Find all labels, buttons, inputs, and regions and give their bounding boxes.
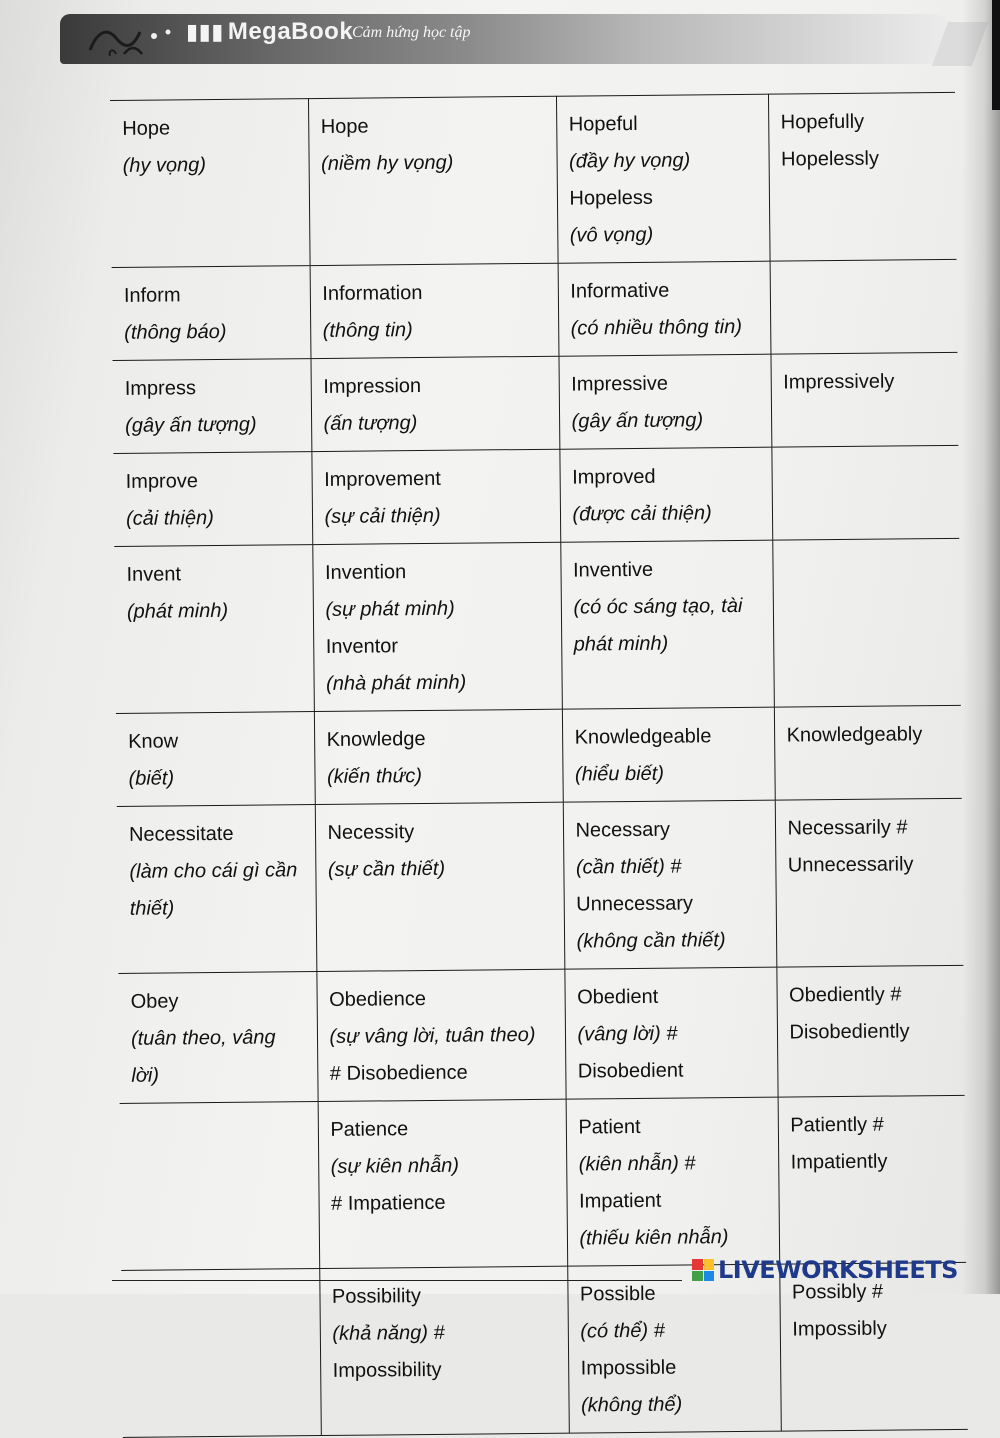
cell-adverb — [770, 259, 958, 354]
word-form: Disobedient — [577, 1059, 684, 1083]
cell-verb — [114, 545, 314, 714]
brand-name: ▮▮▮ MegaBook — [186, 18, 354, 45]
vietnamese-gloss: (vâng lời) # — [577, 1022, 678, 1046]
cell-adjective — [559, 447, 772, 542]
word-form: Impossible — [580, 1356, 677, 1380]
word-form: Necessarily # — [787, 816, 908, 840]
table-row — [112, 259, 958, 360]
cell-adjective — [567, 1264, 781, 1433]
vietnamese-gloss: (tuân theo, vâng lời) — [130, 1026, 276, 1087]
word-form: # Impatience — [331, 1191, 446, 1215]
cell-adverb — [770, 352, 958, 447]
word-form: Informative — [570, 279, 670, 303]
cell-adverb — [778, 1095, 967, 1264]
word-form: Hope — [122, 117, 171, 140]
cell-verb — [113, 452, 312, 547]
cell-verb — [110, 99, 310, 268]
word-form: Impatient — [578, 1189, 662, 1213]
table-row — [120, 1095, 967, 1270]
vietnamese-gloss: (có thể) # — [580, 1319, 665, 1343]
word-form: Obediently # — [789, 983, 902, 1007]
badge-square — [692, 1271, 703, 1282]
word-form: Know — [128, 730, 179, 753]
cell-noun — [315, 802, 565, 971]
vietnamese-gloss: (không cần thiết) — [576, 929, 726, 953]
cell-noun — [311, 449, 560, 544]
cell-verb — [113, 359, 312, 454]
vietnamese-gloss: (gây ấn tượng) — [571, 409, 704, 433]
word-form: Knowledgeable — [574, 725, 712, 749]
vietnamese-gloss: (sự cần thiết) — [327, 857, 446, 881]
word-family-table — [110, 92, 968, 1438]
word-form: Hopeful — [568, 112, 638, 136]
word-form: Knowledge — [326, 728, 426, 751]
vietnamese-gloss: (cải thiện) — [125, 507, 214, 530]
word-form: Inventive — [572, 558, 654, 582]
cell-noun — [319, 1266, 569, 1435]
cell-adjective — [562, 707, 775, 802]
vietnamese-gloss: (sự phát minh) — [325, 597, 455, 621]
vietnamese-gloss: (thiếu kiên nhẫn) — [579, 1226, 729, 1250]
vietnamese-gloss: (có óc sáng tạo, tài phát minh) — [573, 594, 743, 656]
vietnamese-gloss: (ấn tượng) — [323, 412, 418, 435]
cell-adjective — [556, 94, 770, 263]
word-form: # Disobedience — [329, 1061, 468, 1085]
word-form: Improve — [125, 470, 199, 493]
vietnamese-gloss: (phát minh) — [126, 599, 229, 623]
cell-adverb — [775, 798, 964, 967]
word-form: Impressively — [783, 370, 895, 394]
cell-verb — [118, 972, 317, 1104]
table-row — [113, 445, 959, 546]
cell-adverb — [771, 445, 959, 540]
cell-noun — [318, 1099, 568, 1268]
word-form: Necessity — [327, 821, 415, 844]
cell-adverb — [776, 965, 964, 1097]
vietnamese-gloss: (sự cải thiện) — [324, 504, 441, 528]
word-form: Possible — [579, 1282, 656, 1306]
word-form: Obedient — [577, 985, 659, 1009]
word-form: Unnecessarily — [787, 853, 914, 877]
word-form: Impress — [124, 377, 197, 400]
cell-noun — [312, 542, 562, 711]
megabook-logo-icon — [84, 20, 194, 60]
vietnamese-gloss: (thông báo) — [124, 320, 227, 344]
table-row — [110, 92, 957, 267]
cell-noun — [308, 96, 558, 265]
cell-noun — [310, 263, 559, 358]
word-family-table-body — [110, 92, 968, 1437]
word-form: Hopeless — [569, 186, 653, 210]
cell-verb — [112, 266, 311, 361]
word-form: Hopefully — [780, 110, 865, 134]
badge-square — [704, 1271, 715, 1282]
word-form: Possibility — [331, 1285, 422, 1308]
word-form: Hopelessly — [780, 147, 880, 171]
vietnamese-gloss: (kiến thức) — [326, 765, 423, 788]
word-form: Impossibility — [332, 1358, 442, 1382]
brand-tagline: Cảm hứng học tập — [352, 24, 471, 41]
cell-noun — [314, 709, 563, 804]
vietnamese-gloss: (hiểu biết) — [574, 762, 665, 786]
word-form: Invention — [324, 561, 407, 584]
table-row — [121, 1262, 968, 1437]
vietnamese-gloss: (làm cho cái gì cần thiết) — [129, 859, 298, 920]
table-row — [114, 538, 961, 713]
cell-adjective — [564, 967, 777, 1099]
cell-verb — [117, 805, 317, 974]
vietnamese-gloss: (gây ấn tượng) — [125, 413, 257, 437]
word-form: Patience — [330, 1118, 409, 1141]
word-form: Obedience — [329, 988, 426, 1011]
word-form: Information — [322, 282, 423, 305]
vietnamese-gloss: (không thể) — [580, 1393, 683, 1417]
cell-adverb — [779, 1262, 968, 1431]
vietnamese-gloss: (thông tin) — [322, 319, 413, 342]
liveworksheets-wordmark: LIVEWORKSHEETS — [718, 1256, 958, 1284]
vietnamese-gloss: (cần thiết) # — [575, 855, 682, 879]
cell-verb — [120, 1102, 320, 1271]
vietnamese-gloss: (vô vọng) — [569, 223, 654, 247]
word-form: Necessary — [575, 818, 671, 842]
vietnamese-gloss: (kiên nhẫn) # — [578, 1152, 696, 1176]
table-row — [117, 798, 964, 973]
word-form: Impatiently — [790, 1150, 888, 1174]
word-form: Patient — [578, 1115, 641, 1139]
cell-adjective — [560, 540, 774, 709]
table-row — [113, 352, 959, 453]
cell-adjective — [558, 354, 771, 449]
vietnamese-gloss: (có nhiều thông tin) — [570, 315, 743, 340]
cell-adjective — [558, 261, 771, 356]
brand-bars-icon: ▮▮▮ — [186, 19, 224, 44]
vietnamese-gloss: (được cải thiện) — [572, 502, 712, 526]
word-form: Necessitate — [128, 822, 234, 846]
word-form: Hope — [320, 115, 369, 138]
page-corner — [992, 0, 1000, 110]
cell-adverb — [772, 538, 961, 707]
table-row — [118, 965, 964, 1103]
vietnamese-gloss: (đầy hy vọng) — [569, 149, 691, 173]
liveworksheets-badge-icon — [692, 1259, 714, 1281]
cell-adverb — [774, 705, 962, 800]
vietnamese-gloss: (sự vâng lời, tuân theo) — [329, 1023, 536, 1048]
word-form: Impossibly — [792, 1317, 887, 1341]
word-form: Improvement — [324, 467, 441, 491]
cell-adjective — [566, 1097, 780, 1266]
vietnamese-gloss: (nhà phát minh) — [326, 671, 467, 695]
bottom-rule — [112, 1280, 682, 1281]
cell-adjective — [563, 800, 777, 969]
word-form: Inventor — [325, 635, 399, 658]
word-form: Patiently # — [790, 1113, 884, 1137]
vietnamese-gloss: (sự kiên nhẫn) — [330, 1154, 460, 1178]
cell-noun — [316, 969, 565, 1101]
table-row — [116, 705, 962, 806]
word-form: Impression — [323, 375, 422, 398]
word-form: Possibly # — [791, 1280, 884, 1304]
vietnamese-gloss: (hy vọng) — [122, 154, 207, 177]
vietnamese-gloss: (biết) — [128, 767, 175, 790]
cell-adverb — [768, 92, 957, 261]
vietnamese-gloss: (khả năng) # — [332, 1321, 445, 1345]
badge-square — [692, 1259, 703, 1270]
word-form: Inform — [123, 284, 181, 307]
page-edge-shadow — [962, 0, 1000, 1294]
badge-square — [704, 1259, 715, 1270]
vietnamese-gloss: (niềm hy vọng) — [321, 151, 454, 175]
word-form: Knowledgeably — [786, 723, 923, 747]
word-form: Invent — [126, 563, 182, 586]
liveworksheets-logo — [692, 1256, 958, 1284]
word-form: Impressive — [571, 372, 669, 396]
word-form: Disobediently — [789, 1020, 910, 1044]
word-form: Obey — [130, 990, 179, 1013]
word-form: Improved — [572, 465, 656, 489]
word-form: Unnecessary — [576, 892, 694, 916]
cell-verb — [116, 712, 315, 807]
cell-noun — [310, 356, 559, 451]
